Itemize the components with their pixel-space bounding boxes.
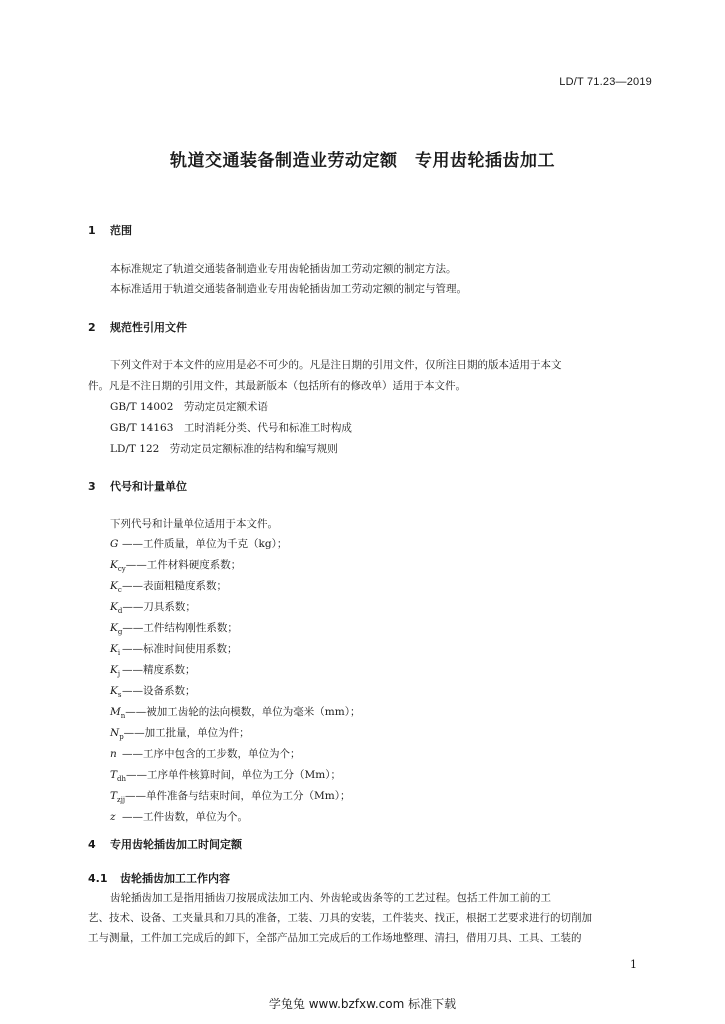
symbol-subscript: i bbox=[117, 649, 121, 658]
subsection-4-1-heading bbox=[88, 870, 230, 886]
symbol-description: ——工件齿数，单位为个。 bbox=[122, 811, 248, 823]
symbol-item bbox=[110, 809, 248, 824]
symbol-subscript: n bbox=[120, 712, 126, 721]
symbol-description: ——单件准备与结束时间，单位为工分（Mm）； bbox=[125, 790, 351, 802]
symbol bbox=[110, 811, 122, 823]
section-1-heading bbox=[88, 222, 132, 238]
symbol-subscript: cy bbox=[117, 565, 126, 574]
symbol-letter: K bbox=[110, 685, 118, 697]
symbol-subscript: s bbox=[117, 691, 122, 700]
document-title: 轨道交通装备制造业劳动定额 专用齿轮插齿加工 bbox=[170, 151, 555, 171]
symbol-description: ——表面粗糙度系数； bbox=[122, 580, 227, 592]
symbol-item bbox=[110, 620, 238, 636]
symbol-description: ——标准时间使用系数； bbox=[122, 643, 238, 655]
symbol bbox=[110, 706, 125, 720]
symbol-description: ——工件材料硬度系数； bbox=[125, 559, 242, 571]
section-2-heading bbox=[88, 319, 187, 335]
symbol-description: ——加工批量，单位为件； bbox=[123, 727, 250, 739]
symbol-subscript: c bbox=[117, 586, 122, 595]
symbol-description: ——工件质量，单位为千克（kg）； bbox=[122, 538, 288, 550]
symbol-letter: K bbox=[110, 601, 118, 613]
symbol-item bbox=[110, 599, 196, 615]
symbol bbox=[110, 538, 122, 550]
section-title: 范围 bbox=[110, 224, 132, 237]
symbol-subscript: d bbox=[117, 607, 123, 616]
symbol-description: ——设备系数； bbox=[122, 685, 196, 697]
symbol-letter: K bbox=[110, 559, 118, 571]
symbol-item bbox=[110, 767, 341, 783]
symbol-letter: K bbox=[110, 664, 118, 676]
symbol-description: ——工件结构刚性系数； bbox=[122, 622, 238, 634]
symbol-letter: M bbox=[110, 706, 121, 718]
symbol-letter: T bbox=[110, 769, 118, 781]
symbol-description: ——工序单件核算时间，单位为工分（Mm）； bbox=[126, 769, 341, 781]
symbol-subscript: zjj bbox=[117, 796, 126, 805]
symbol bbox=[110, 622, 122, 636]
symbol-item bbox=[110, 557, 241, 573]
subsection-title: 齿轮插齿加工工作内容 bbox=[120, 872, 230, 885]
symbol-subscript: g bbox=[117, 628, 123, 637]
symbol-subscript: dh bbox=[117, 775, 127, 784]
section-number: 1 bbox=[88, 224, 96, 237]
symbol-description: ——被加工齿轮的法向模数，单位为毫米（mm）； bbox=[125, 706, 361, 718]
symbol bbox=[110, 685, 122, 699]
symbol-description: ——工序中包含的工步数，单位为个； bbox=[122, 748, 301, 760]
symbol bbox=[110, 664, 122, 678]
symbol-subscript: j bbox=[117, 670, 121, 679]
symbol bbox=[110, 748, 122, 760]
symbol bbox=[110, 559, 126, 573]
symbol-letter: z bbox=[110, 811, 116, 823]
symbol-item bbox=[110, 641, 238, 657]
symbol-letter: T bbox=[110, 790, 118, 802]
symbol bbox=[110, 769, 126, 783]
symbol-letter: K bbox=[110, 622, 118, 634]
symbol-item bbox=[110, 746, 301, 761]
symbol-letter: K bbox=[110, 643, 118, 655]
symbol bbox=[110, 580, 122, 594]
symbol bbox=[110, 601, 122, 615]
symbol-description: ——精度系数； bbox=[122, 664, 196, 676]
symbol-item bbox=[110, 704, 360, 720]
paragraph: 本标准规定了轨道交通装备制造业专用齿轮插齿加工劳动定额的制定方法。 bbox=[110, 263, 457, 275]
symbol-item bbox=[110, 662, 196, 678]
symbol-item bbox=[110, 683, 196, 699]
symbol-letter: G bbox=[110, 538, 119, 550]
paragraph: 下列文件对于本文件的应用是必不可少的。凡是注日期的引用文件，仅所注日期的版本适用于本文 bbox=[110, 359, 562, 371]
symbol-description: ——刀具系数； bbox=[122, 601, 196, 613]
paragraph: 下列代号和计量单位适用于本文件。 bbox=[110, 518, 278, 530]
section-number: 3 bbox=[88, 480, 96, 493]
reference-item: GB/T 14002 劳动定员定额术语 bbox=[110, 401, 268, 413]
paragraph: 工与测量，工件加工完成后的卸下，全部产品加工完成后的工作场地整理、清扫，借用刀具、工具、工装的 bbox=[88, 932, 582, 944]
symbol-item bbox=[110, 578, 227, 594]
page-number: 1 bbox=[630, 958, 637, 971]
reference-item: LD/T 122 劳动定员定额标准的结构和编写规则 bbox=[110, 443, 338, 455]
symbol-item bbox=[110, 536, 287, 551]
paragraph: 本标准适用于轨道交通装备制造业专用齿轮插齿加工劳动定额的制定与管理。 bbox=[110, 283, 467, 295]
symbol bbox=[110, 790, 125, 804]
subsection-number: 4.1 bbox=[88, 872, 108, 885]
reference-item: GB/T 14163 工时消耗分类、代号和标准工时构成 bbox=[110, 422, 352, 434]
paragraph: 件。凡是不注日期的引用文件，其最新版本（包括所有的修改单）适用于本文件。 bbox=[88, 380, 466, 392]
symbol-letter: K bbox=[110, 580, 118, 592]
section-number: 4 bbox=[88, 838, 96, 851]
symbol-letter: n bbox=[110, 748, 117, 760]
section-number: 2 bbox=[88, 321, 96, 334]
document-code: LD/T 71.23—2019 bbox=[559, 76, 652, 88]
symbol-item bbox=[110, 725, 250, 741]
paragraph: 齿轮插齿加工是指用插齿刀按展成法加工内、外齿轮或齿条等的工艺过程。包括工件加工前的工 bbox=[110, 892, 551, 904]
section-3-heading bbox=[88, 478, 187, 494]
symbol bbox=[110, 727, 124, 741]
footer-watermark[interactable]: 学兔兔 www.bzfxw.com 标准下载 bbox=[268, 997, 457, 1011]
section-4-heading-text bbox=[88, 836, 242, 852]
section-title: 代号和计量单位 bbox=[110, 480, 187, 493]
paragraph: 艺、技术、设备、工夹量具和刀具的准备，工装、刀具的安装，工件装夹、找正，根据工艺要求进行的切削加 bbox=[88, 912, 592, 924]
symbol-letter: N bbox=[110, 727, 120, 739]
symbol-item bbox=[110, 788, 351, 804]
section-title: 专用齿轮插齿加工时间定额 bbox=[110, 838, 242, 851]
symbol bbox=[110, 643, 122, 657]
symbol-subscript: p bbox=[119, 733, 124, 742]
section-title: 规范性引用文件 bbox=[110, 321, 187, 334]
